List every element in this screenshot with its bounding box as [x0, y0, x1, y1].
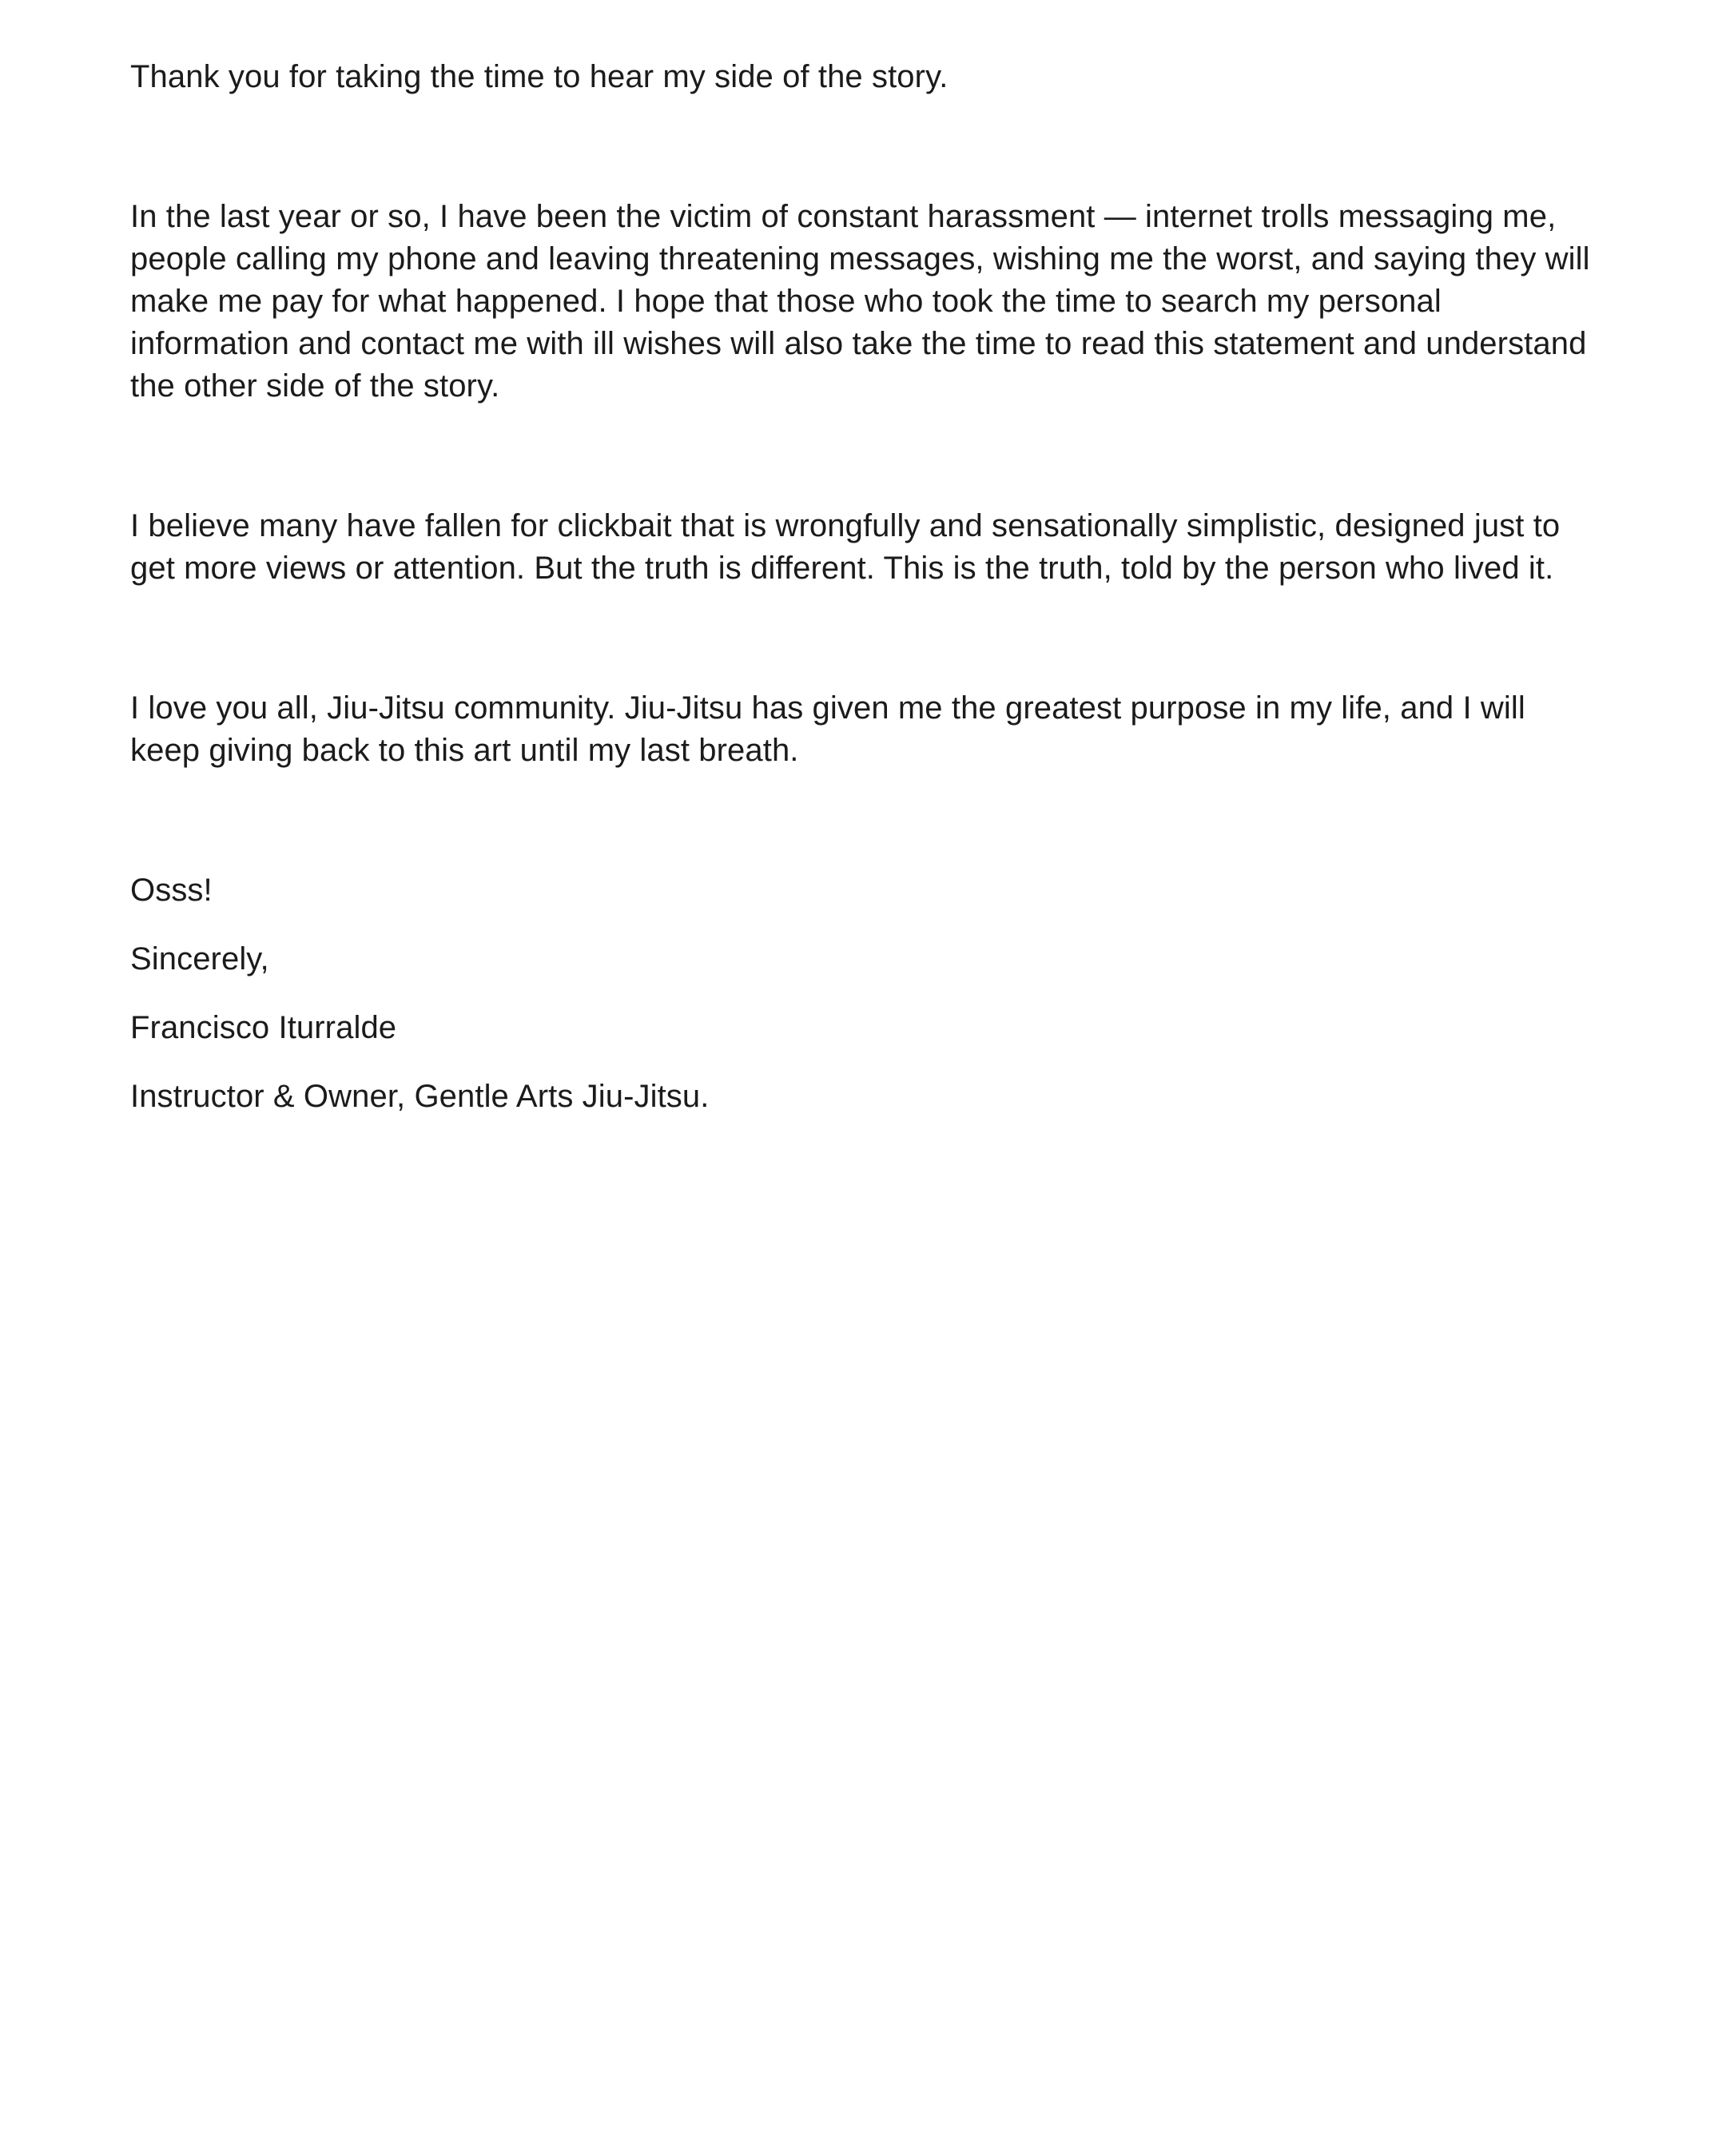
paragraph-harassment: In the last year or so, I have been the victim of constant harassment — internet trolls messaging me, people calling my phone and leaving threatening messages, wishing me the worst, and saying they will make me pay for what happened. I hope that those who took the time to search my personal information and contact me with ill wishes will also take the time to read this statement and understand the other side of the story.: [130, 199, 1590, 404]
signature-name: Francisco Iturralde: [130, 1010, 397, 1045]
paragraph-thanks: Thank you for taking the time to hear my side of the story.: [130, 59, 949, 94]
paragraph-community: I love you all, Jiu-Jitsu community. Jiu-Jitsu has given me the greatest purpose in my life, and I will keep giving back to this art until my last breath.: [130, 690, 1525, 768]
paragraph-clickbait: I believe many have fallen for clickbait that is wrongfully and sensationally simplistic, designed just to get more views or attention. But the truth is different. This is the truth, told by the person who lived it.: [130, 508, 1561, 586]
closing-exclamation: Osss!: [130, 873, 213, 908]
signoff: Sincerely,: [130, 941, 269, 977]
signature-title: Instructor & Owner, Gentle Arts Jiu-Jitsu.: [130, 1079, 710, 1114]
